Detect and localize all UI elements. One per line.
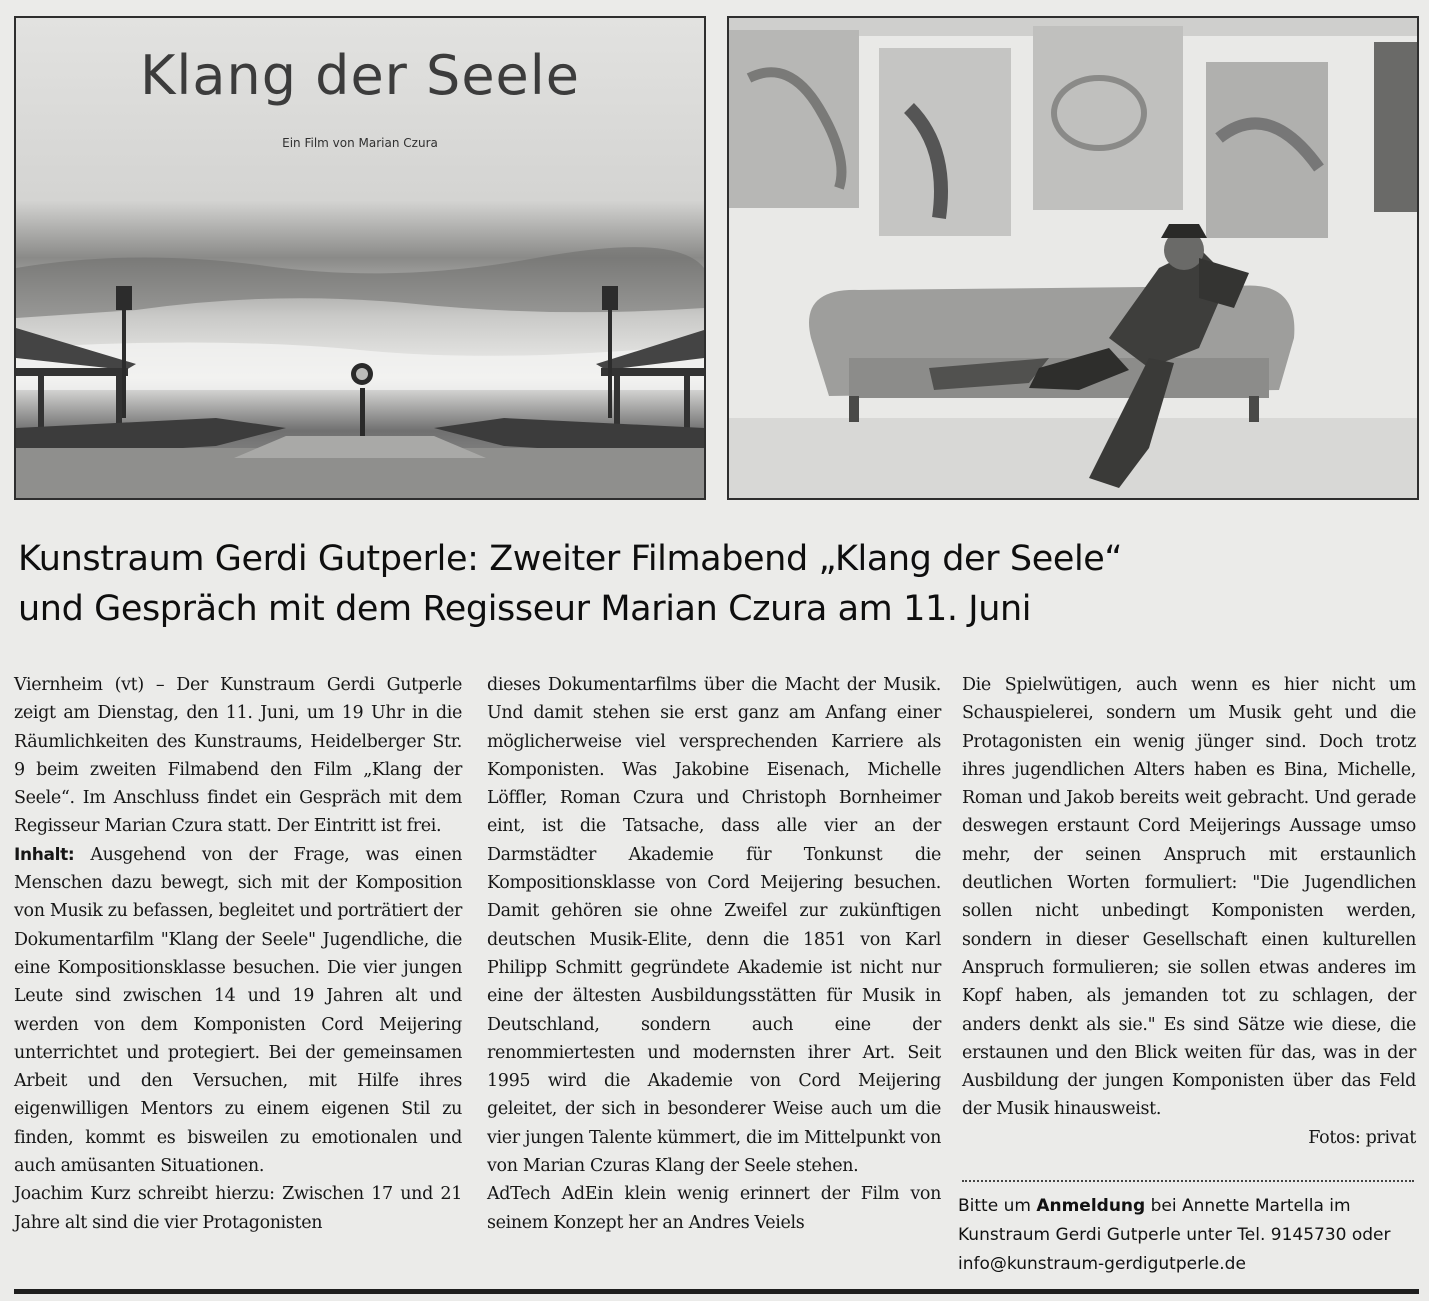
headline <box>18 534 1418 634</box>
film-title: Klang der Seele <box>140 44 580 107</box>
content-text: Ausgehend von der Frage, was einen Menschen dazu bewegt, sich mit der Komposition von Musik zu befassen, begleitet und porträtiert der Dokumentarfilm "Klang der Seele" Jugendliche, die eine Kompositionsklasse besuchen. Die vier jungen Leute sind zwischen 14 und 19 Jahren alt und werden von dem Komponisten Cord Meijering unterrichtet und protegiert. Bei der gemeinsamen Arbeit und den Versuchen, mit Hilfe ihres eigenwilligen Mentors zu einem eigenen Stil zu finden, kommt es bisweilen zu emotionalen und auch amüsanten Situationen. <box>14 844 462 1177</box>
registration-note <box>958 1192 1418 1279</box>
article-column-3 <box>962 671 1416 1152</box>
article-column-1 <box>14 671 462 1237</box>
bottom-rule <box>14 1289 1419 1294</box>
article-column-2 <box>487 671 941 1237</box>
headline-line-1: Kunstraum Gerdi Gutperle: Zweiter Filmabend „Klang der Seele“ <box>18 539 1123 579</box>
gallery-scene <box>729 18 1417 498</box>
registration-before: Bitte um <box>958 1196 1037 1216</box>
registration-bold: Anmeldung <box>1036 1196 1146 1216</box>
kurz-paragraph: Joachim Kurz schreibt hierzu: Zwischen 17 und 21 Jahre alt sind die vier Protagonisten <box>14 1184 462 1233</box>
registration-after: bei Annette Martella im Kunstraum Gerdi Gutperle unter Tel. 9145730 oder info@kunstraum-gerdigutperle.de <box>958 1196 1391 1274</box>
film-poster-photo <box>14 16 706 500</box>
dotted-divider <box>962 1180 1414 1182</box>
content-lead: Inhalt: <box>14 844 75 865</box>
adtech-paragraph: AdTech AdEin klein wenig erinnert der Film von seinem Konzept her an Andres Veiels <box>487 1184 941 1233</box>
col3-paragraph: Die Spielwütigen, auch wenn es hier nicht um Schauspielerei, sondern um Musik geht und die Protagonisten ein wenig jünger sind. Doch trotz ihres jugendlichen Alters haben es Bina, Michelle, Roman und Jakob bereits weit gebracht. Und gerade deswegen erstaunt Cord Meijerings Aussage umso mehr, der seinen Anspruch mit erstaunlich deutlichen Worten formuliert: "Die Jugendlichen sollen nicht unbedingt Komponisten werden, sondern in dieser Gesellschaft einen kulturellen Anspruch formulieren; sie sollen etwas anderes im Kopf haben, als jemanden tot zu schlagen, der anders denkt als sie." Es sind Sätze wie diese, die erstaunen und den Blick weiten für das, was in der Ausbildung der jungen Komponisten über das Feld der Musik hinausweist. <box>962 675 1416 1120</box>
intro-paragraph: Viernheim (vt) – Der Kunstraum Gerdi Gutperle zeigt am Dienstag, den 11. Juni, um 19 Uhr in die Räumlichkeiten des Kunstraums, Heidelberger Str. 9 beim zweiten Filmabend den Film „Klang der Seele“. Im Anschluss findet ein Gespräch mit dem Regisseur Marian Czura statt. Der Eintritt ist frei. <box>14 675 462 837</box>
col2-paragraph: dieses Dokumentarfilms über die Macht der Musik. Und damit stehen sie erst ganz am Anfang einer möglicherweise viel versprechenden Karriere als Komponisten. Was Jakobine Eisenach, Michelle Löffler, Roman Czura und Christoph Bornheimer eint, ist die Tatsache, dass alle vier an der Darmstädter Akademie für Tonkunst die Kompositionsklasse von Cord Meijering besuchen. Damit gehören sie ohne Zweifel zur zukünftigen deutschen Musik-Elite, denn die 1851 von Karl Philipp Schmitt gegründete Akademie ist nicht nur eine der ältesten Ausbildungsstätten für Musik in Deutschland, sondern auch eine der renommiertesten und modernsten ihrer Art. Seit 1995 wird die Akademie von Cord Meijering geleitet, der sich in besonderer Weise auch um die vier jungen Talente kümmert, die im Mittelpunkt von von Marian Czuras Klang der Seele stehen. <box>487 675 941 1177</box>
gallery-sofa-photo <box>727 16 1419 500</box>
film-subtitle: Ein Film von Marian Czura <box>282 136 438 150</box>
content-paragraph <box>14 841 462 1181</box>
headline-line-2: und Gespräch mit dem Regisseur Marian Czura am 11. Juni <box>18 589 1032 629</box>
photo-credit: Fotos: privat <box>1308 1127 1416 1148</box>
